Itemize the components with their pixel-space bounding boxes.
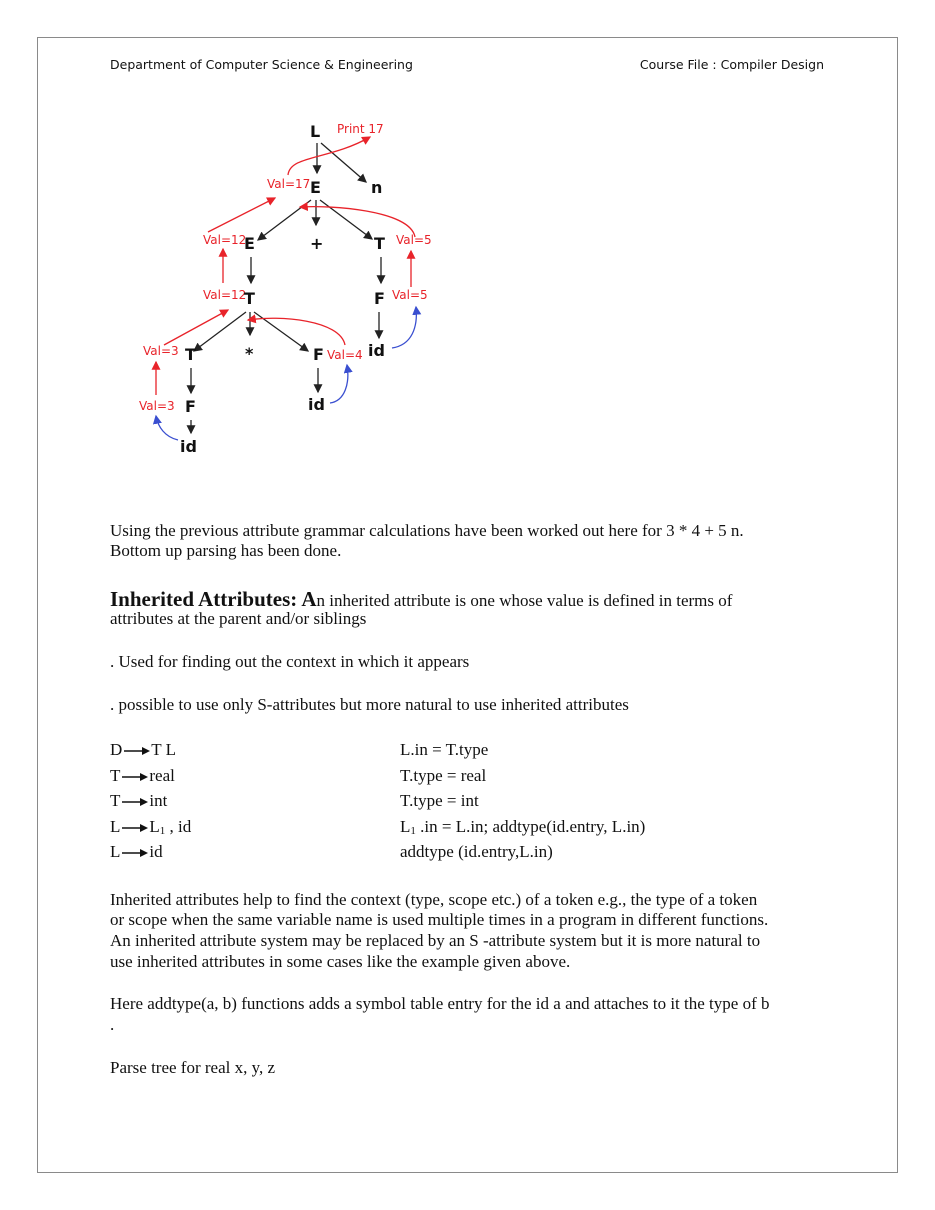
semantic-rule (400, 740, 488, 760)
annotated-parse-tree (130, 115, 450, 460)
print-label: Print 17 (337, 122, 384, 136)
lex-id-right (392, 307, 416, 348)
paragraph-context-1: Inherited attributes help to find the context (type, scope etc.) of a token e.g., the type of a token (110, 890, 758, 909)
production-lhs: D (110, 740, 123, 759)
semantic-rule-text: T.type = int (400, 791, 479, 810)
flow-to-print (288, 137, 370, 175)
edge-E-E (258, 200, 311, 240)
production-rhs: id (149, 842, 163, 861)
production-arrow-icon (122, 848, 148, 858)
production (110, 842, 163, 862)
edge-T-T (194, 312, 246, 351)
paragraph-addtype-2: . (110, 1015, 115, 1034)
grammar-row (110, 766, 830, 792)
production-rhs: T L (151, 740, 176, 759)
flow-to-E-root-left (208, 198, 275, 232)
attr-T-mid: Val=12 (203, 288, 247, 302)
semantic-rule-text: L (400, 816, 411, 836)
attr-T-left: Val=3 (143, 344, 179, 358)
header-department: Department of Computer Science & Engineering (110, 57, 413, 72)
node-id-left: id (180, 437, 197, 456)
production-lhs: T (110, 791, 121, 810)
semantic-rule (400, 791, 479, 811)
production-arrow-icon (122, 797, 148, 807)
lex-id-left (156, 416, 178, 440)
lexical-flow (156, 307, 416, 440)
node-F-left: F (185, 397, 196, 416)
semantic-rule (400, 842, 553, 862)
node-T-mid: T (244, 289, 255, 308)
semantic-rule-text: T.type = real (400, 765, 487, 785)
grammar-row (110, 740, 830, 766)
attr-E-left: Val=12 (203, 233, 247, 247)
inherited-definition-2: attributes at the parent and/or siblings (110, 609, 367, 628)
attr-E-root: Val=17 (267, 177, 311, 191)
node-F-right: F (374, 289, 385, 308)
inherited-definition: n inherited attribute is one whose value is defined in terms of (316, 591, 733, 610)
node-T-right: T (374, 234, 385, 253)
production-rhs: int (149, 791, 168, 810)
production-arrow-icon (124, 746, 150, 756)
attr-F-mid: Val=4 (327, 348, 363, 362)
production-arrow-icon (122, 772, 148, 782)
node-L: L (310, 122, 321, 141)
node-F-mid: F (313, 345, 324, 364)
flow-Fmid-to-Tmid (248, 318, 345, 345)
attr-T-right: Val=5 (396, 233, 432, 247)
production-lhs: L (110, 842, 121, 861)
inherited-heading: Inherited Attributes: A (110, 587, 317, 611)
paragraph-context-2: or scope when the same variable name is used multiple times in a program in different functions. (110, 910, 769, 929)
paragraph-context-3: An inherited attribute system may be replaced by an S -attribute system but it is more natural to (110, 931, 761, 950)
semantic-rule (400, 817, 645, 841)
node-T-left: T (185, 345, 196, 364)
node-E-left: E (244, 234, 255, 253)
production (110, 740, 176, 760)
bullet-context: . Used for finding out the context in which it appears (110, 652, 470, 671)
paragraph-explanation-2: Bottom up parsing has been done. (110, 541, 342, 560)
semantic-rule-rest: .in = L.in; addtype(id.entry, L.in) (415, 816, 646, 836)
production-arrow-icon (122, 823, 148, 833)
bullet-s-attributes: . possible to use only S-attributes but more natural to use inherited attributes (110, 695, 629, 714)
production-rhs-subscript: 1 (159, 824, 166, 837)
grammar-row (110, 791, 830, 817)
grammar-row (110, 842, 830, 868)
paragraph-parse-tree: Parse tree for real x, y, z (110, 1058, 276, 1077)
paragraph-context-4: use inherited attributes in some cases like the example given above. (110, 952, 571, 971)
production (110, 766, 175, 786)
attr-F-right: Val=5 (392, 288, 428, 302)
node-n: n (371, 178, 383, 197)
production (110, 791, 167, 811)
paragraph-explanation-1: Using the previous attribute grammar calculations have been worked out here for 3 * 4 + 5 n. (110, 521, 744, 540)
semantic-rule-text: L.in = T.type (400, 740, 489, 759)
semantic-rule-text: addtype (id.entry,L.in) (400, 842, 553, 861)
node-star: * (245, 344, 254, 363)
node-id-mid: id (308, 395, 325, 414)
grammar-table (110, 740, 830, 870)
grammar-row (110, 817, 830, 843)
lex-id-mid (330, 365, 348, 403)
semantic-rule-subscript: 1 (410, 824, 416, 837)
edge-E-T (320, 200, 372, 239)
production-rhs-rest: , id (165, 816, 192, 836)
paragraph-addtype-1: Here addtype(a, b) functions adds a symbol table entry for the id a and attaches to it the type of b (110, 994, 770, 1013)
node-id-right: id (368, 341, 385, 360)
attr-F-left: Val=3 (139, 399, 175, 413)
header-course-file: Course File : Compiler Design (639, 57, 824, 72)
node-plus: + (310, 234, 324, 253)
node-E-root: E (310, 178, 321, 197)
production (110, 817, 191, 841)
production-lhs: T (110, 765, 121, 785)
production-rhs: real (149, 765, 175, 785)
production-rhs: L (149, 816, 160, 836)
flow-Tleft-to-Tmid (164, 310, 228, 345)
semantic-rule (400, 766, 486, 786)
production-lhs: L (110, 816, 121, 836)
